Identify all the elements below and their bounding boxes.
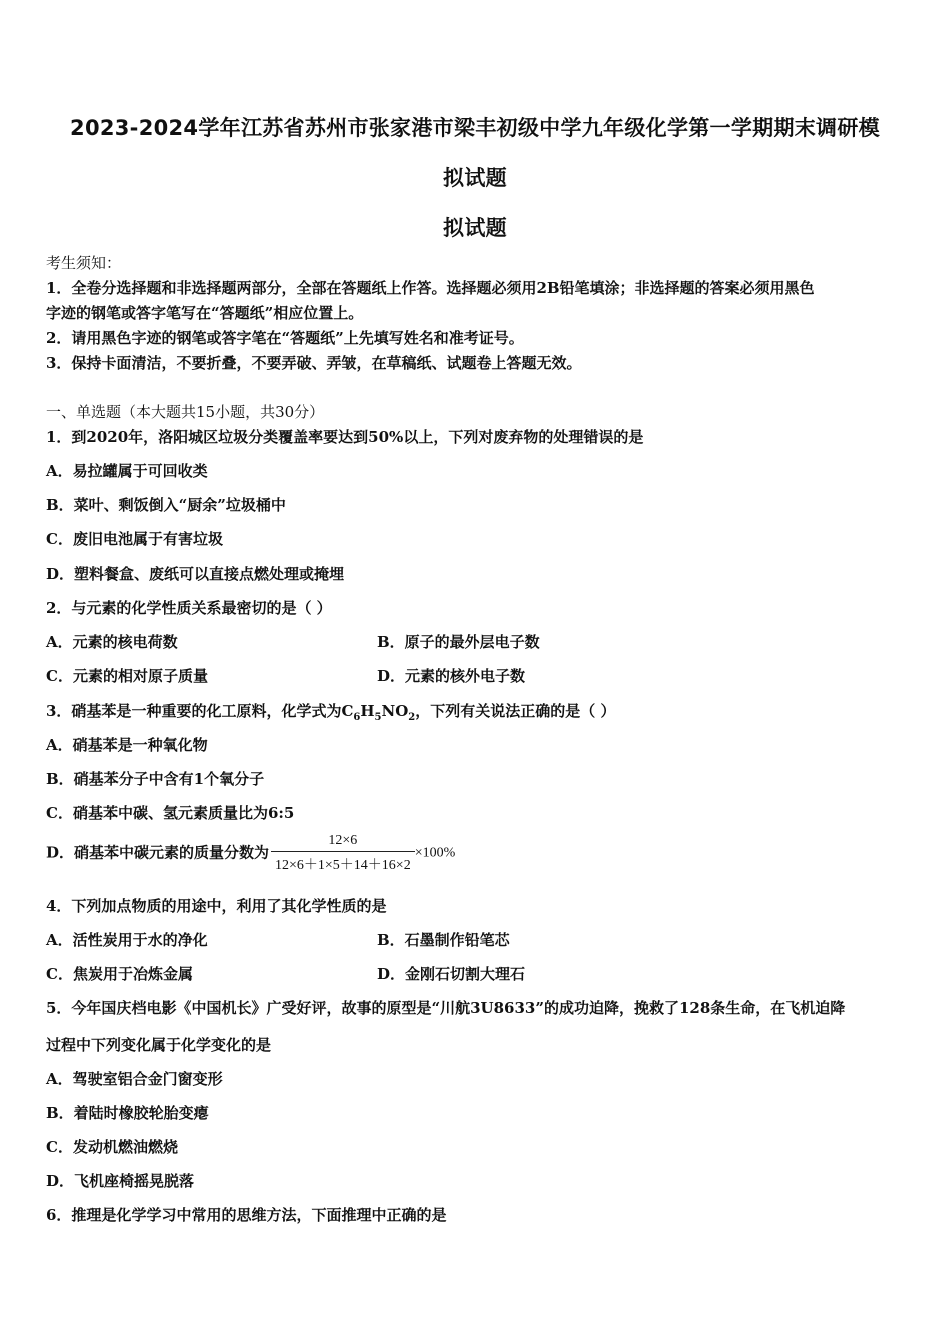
notice-item-2: 2．请用黑色字迹的钢笔或答字笔在“答题纸”上先填写姓名和准考证号。	[46, 329, 524, 347]
question-2-option-d: D．元素的核外电子数	[377, 667, 526, 685]
percent-factor: ×100%	[414, 845, 456, 861]
question-4-option-a: A．活性炭用于水的净化	[46, 931, 208, 949]
page-subtitle: 拟试题	[443, 216, 507, 240]
question-1-stem: 1．到2020年，洛阳城区垃圾分类覆盖率要达到50%以上，下列对废弃物的处理错误的是	[46, 428, 644, 446]
question-4-option-d: D．金刚石切割大理石	[377, 965, 526, 983]
mass-fraction-formula	[271, 833, 415, 874]
notice-heading: 考生须知：	[46, 254, 122, 272]
question-2-option-a: A．元素的核电荷数	[46, 633, 178, 651]
question-1-option-c: C．废旧电池属于有害垃圾	[46, 530, 223, 548]
question-2-option-c: C．元素的相对原子质量	[46, 667, 208, 685]
notice-item-3: 3．保持卡面清洁，不要折叠，不要弄破、弄皱，在草稿纸、试题卷上答题无效。	[46, 354, 582, 372]
question-1-option-b: B．菜叶、剩饭倒入“厨余”垃圾桶中	[46, 496, 286, 514]
question-3-option-d	[46, 833, 455, 874]
question-3-stem-text: 3．硝基苯是一种重要的化工原料，化学式为C	[46, 702, 354, 720]
fraction-denominator: 12×6＋1×5＋14＋16×2	[271, 851, 415, 874]
question-5-option-b: B．着陆时橡胶轮胎变瘪	[46, 1104, 209, 1122]
question-1-option-a: A．易拉罐属于可回收类	[46, 462, 208, 480]
formula-subscript: 2	[408, 712, 416, 723]
question-3-option-d-text: D．硝基苯中碳元素的质量分数为	[46, 843, 270, 862]
question-3-stem	[46, 700, 616, 723]
question-4-option-c: C．焦炭用于冶炼金属	[46, 965, 193, 983]
formula-element: H	[360, 702, 375, 720]
formula-subscript: 5	[374, 712, 382, 723]
fraction-numerator: 12×6	[328, 833, 358, 848]
question-5-option-c: C．发动机燃油燃烧	[46, 1138, 178, 1156]
formula-element: NO	[381, 702, 409, 720]
page-title: 2023-2024学年江苏省苏州市张家港市梁丰初级中学九年级化学第一学期期末调研模	[70, 116, 880, 140]
question-4-stem: 4．下列加点物质的用途中，利用了其化学性质的是	[46, 897, 387, 915]
notice-item-1: 1．全卷分选择题和非选择题两部分，全部在答题纸上作答。选择题必须用2B铅笔填涂；非选择题的答案必须用黑色	[46, 279, 815, 297]
formula-subscript: 6	[353, 712, 361, 723]
notice-item-1-continued: 字迹的钢笔或答字笔写在“答题纸”相应位置上。	[46, 304, 364, 322]
question-5-stem-continued: 过程中下列变化属于化学变化的是	[46, 1036, 272, 1054]
question-4-option-b: B．石墨制作铅笔芯	[377, 931, 510, 949]
question-5-option-d: D．飞机座椅摇晃脱落	[46, 1172, 195, 1190]
question-3-stem-tail: ，下列有关说法正确的是（ ）	[415, 702, 616, 720]
page-title-continued: 拟试题	[443, 166, 507, 190]
question-2-stem: 2．与元素的化学性质关系最密切的是（ ）	[46, 599, 332, 617]
question-3-option-a: A．硝基苯是一种氧化物	[46, 736, 208, 754]
question-6-stem: 6．推理是化学学习中常用的思维方法，下面推理中正确的是	[46, 1206, 447, 1224]
question-5-stem: 5．今年国庆档电影《中国机长》广受好评，故事的原型是“川航3U8633”的成功迫降，挽救了128条生命，在飞机迫降	[46, 999, 846, 1017]
question-1-option-d: D．塑料餐盒、废纸可以直接点燃处理或掩埋	[46, 565, 345, 583]
question-5-option-a: A．驾驶室铝合金门窗变形	[46, 1070, 223, 1088]
question-2-option-b: B．原子的最外层电子数	[377, 633, 540, 651]
question-3-option-c: C．硝基苯中碳、氢元素质量比为6:5	[46, 804, 295, 822]
section-heading: 一、单选题（本大题共15小题，共30分）	[46, 403, 325, 421]
question-3-option-b: B．硝基苯分子中含有1个氧分子	[46, 770, 265, 788]
